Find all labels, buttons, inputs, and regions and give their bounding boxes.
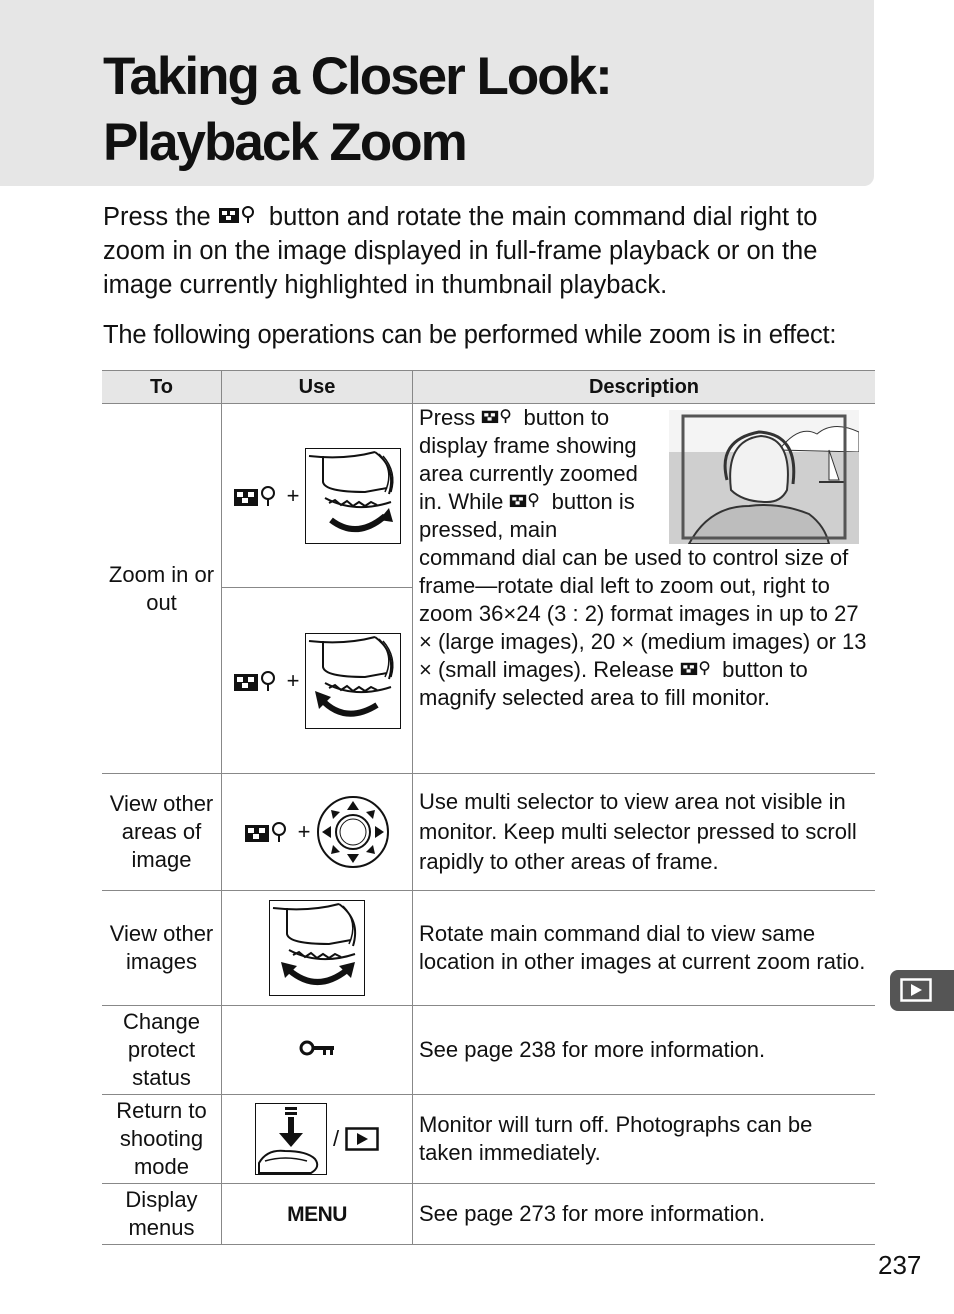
multi-selector-icon <box>316 795 390 869</box>
thumbnail-zoom-icon <box>244 821 292 843</box>
table-row <box>102 1095 875 1184</box>
intro-text-a: Press the <box>103 203 218 231</box>
slash-separator: / <box>332 1126 340 1151</box>
header-to: To <box>102 371 222 404</box>
playback-icon <box>345 1127 379 1151</box>
desc-view-areas: Use multi selector to view area not visible in monitor. Keep multi selector pressed to scroll rapidly to other areas of frame. <box>413 774 876 891</box>
use-zoom-in <box>222 404 413 588</box>
use-zoom-out <box>222 588 413 774</box>
header-description: Description <box>413 371 876 404</box>
protect-key-icon <box>299 1039 335 1057</box>
intro-paragraph <box>103 200 878 302</box>
thumbnail-zoom-icon <box>233 485 281 507</box>
table-row <box>102 1006 875 1095</box>
table-row <box>102 404 875 588</box>
use-protect <box>222 1006 413 1095</box>
use-shooting <box>222 1095 413 1184</box>
shutter-release-icon <box>255 1103 327 1175</box>
use-view-areas <box>222 774 413 891</box>
to-menus: Display menus <box>102 1184 222 1245</box>
page-number: 237 <box>878 1250 922 1280</box>
to-view-areas: View other areas of image <box>102 774 222 891</box>
desc-zoom-c: button is pressed, main command dial can be used to control size of frame—rotate dial left to zoom out, right to zoom 36×24 (3 : 2) format images in up to 27 × (large images), 20 × (medium images) or 13 × (small images). Release <box>419 489 867 682</box>
to-view-images: View other images <box>102 891 222 1006</box>
menu-button-label: MENU <box>287 1202 347 1226</box>
thumbnail-zoom-icon <box>680 660 716 677</box>
desc-shooting: Monitor will turn off. Photographs can be taken immediately. <box>413 1095 876 1184</box>
command-dial-right-icon <box>305 448 401 544</box>
to-zoom: Zoom in or out <box>102 404 222 774</box>
desc-view-images: Rotate main command dial to view same location in other images at current zoom ratio. <box>413 891 876 1006</box>
thumbnail-zoom-icon <box>218 205 262 225</box>
header-use: Use <box>222 371 413 404</box>
table-row <box>102 774 875 891</box>
command-dial-left-icon <box>305 633 401 729</box>
to-shooting: Return to shooting mode <box>102 1095 222 1184</box>
command-dial-icon <box>269 900 365 996</box>
desc-zoom-d: button to magnify selected area to fill monitor. <box>419 657 808 710</box>
desc-zoom-a: Press <box>419 405 482 430</box>
desc-menus: See page 273 for more information. <box>413 1184 876 1245</box>
use-menus <box>222 1184 413 1245</box>
operations-intro: The following operations can be performed while zoom is in effect: <box>103 321 837 349</box>
thumbnail-zoom-icon <box>509 492 545 509</box>
title-line-1: Taking a Closer Look: <box>103 47 611 106</box>
plus-sign: + <box>286 667 300 693</box>
table-row <box>102 1184 875 1245</box>
thumbnail-zoom-icon <box>481 408 517 425</box>
to-protect: Change protect status <box>102 1006 222 1095</box>
use-view-images <box>222 891 413 1006</box>
playback-icon <box>900 978 932 1002</box>
zoom-frame-photo <box>669 410 859 544</box>
plus-sign: + <box>286 482 300 508</box>
title-line-2: Playback Zoom <box>103 113 466 172</box>
table-row <box>102 891 875 1006</box>
plus-sign: + <box>297 819 311 844</box>
thumbnail-zoom-icon <box>233 670 281 692</box>
desc-zoom <box>413 404 876 774</box>
desc-protect: See page 238 for more information. <box>413 1006 876 1095</box>
intro-text-b: button and rotate the main command dial right to zoom in on the image displayed in full-frame playback or on the image currently highlighted in thumbnail playback. <box>103 203 818 299</box>
playback-section-tab <box>890 970 954 1011</box>
page-title <box>103 44 611 176</box>
desc-zoom-b: button to display frame showing area currently zoomed in. While <box>419 405 638 514</box>
table-header-row <box>102 371 875 404</box>
operations-table <box>102 370 875 1245</box>
